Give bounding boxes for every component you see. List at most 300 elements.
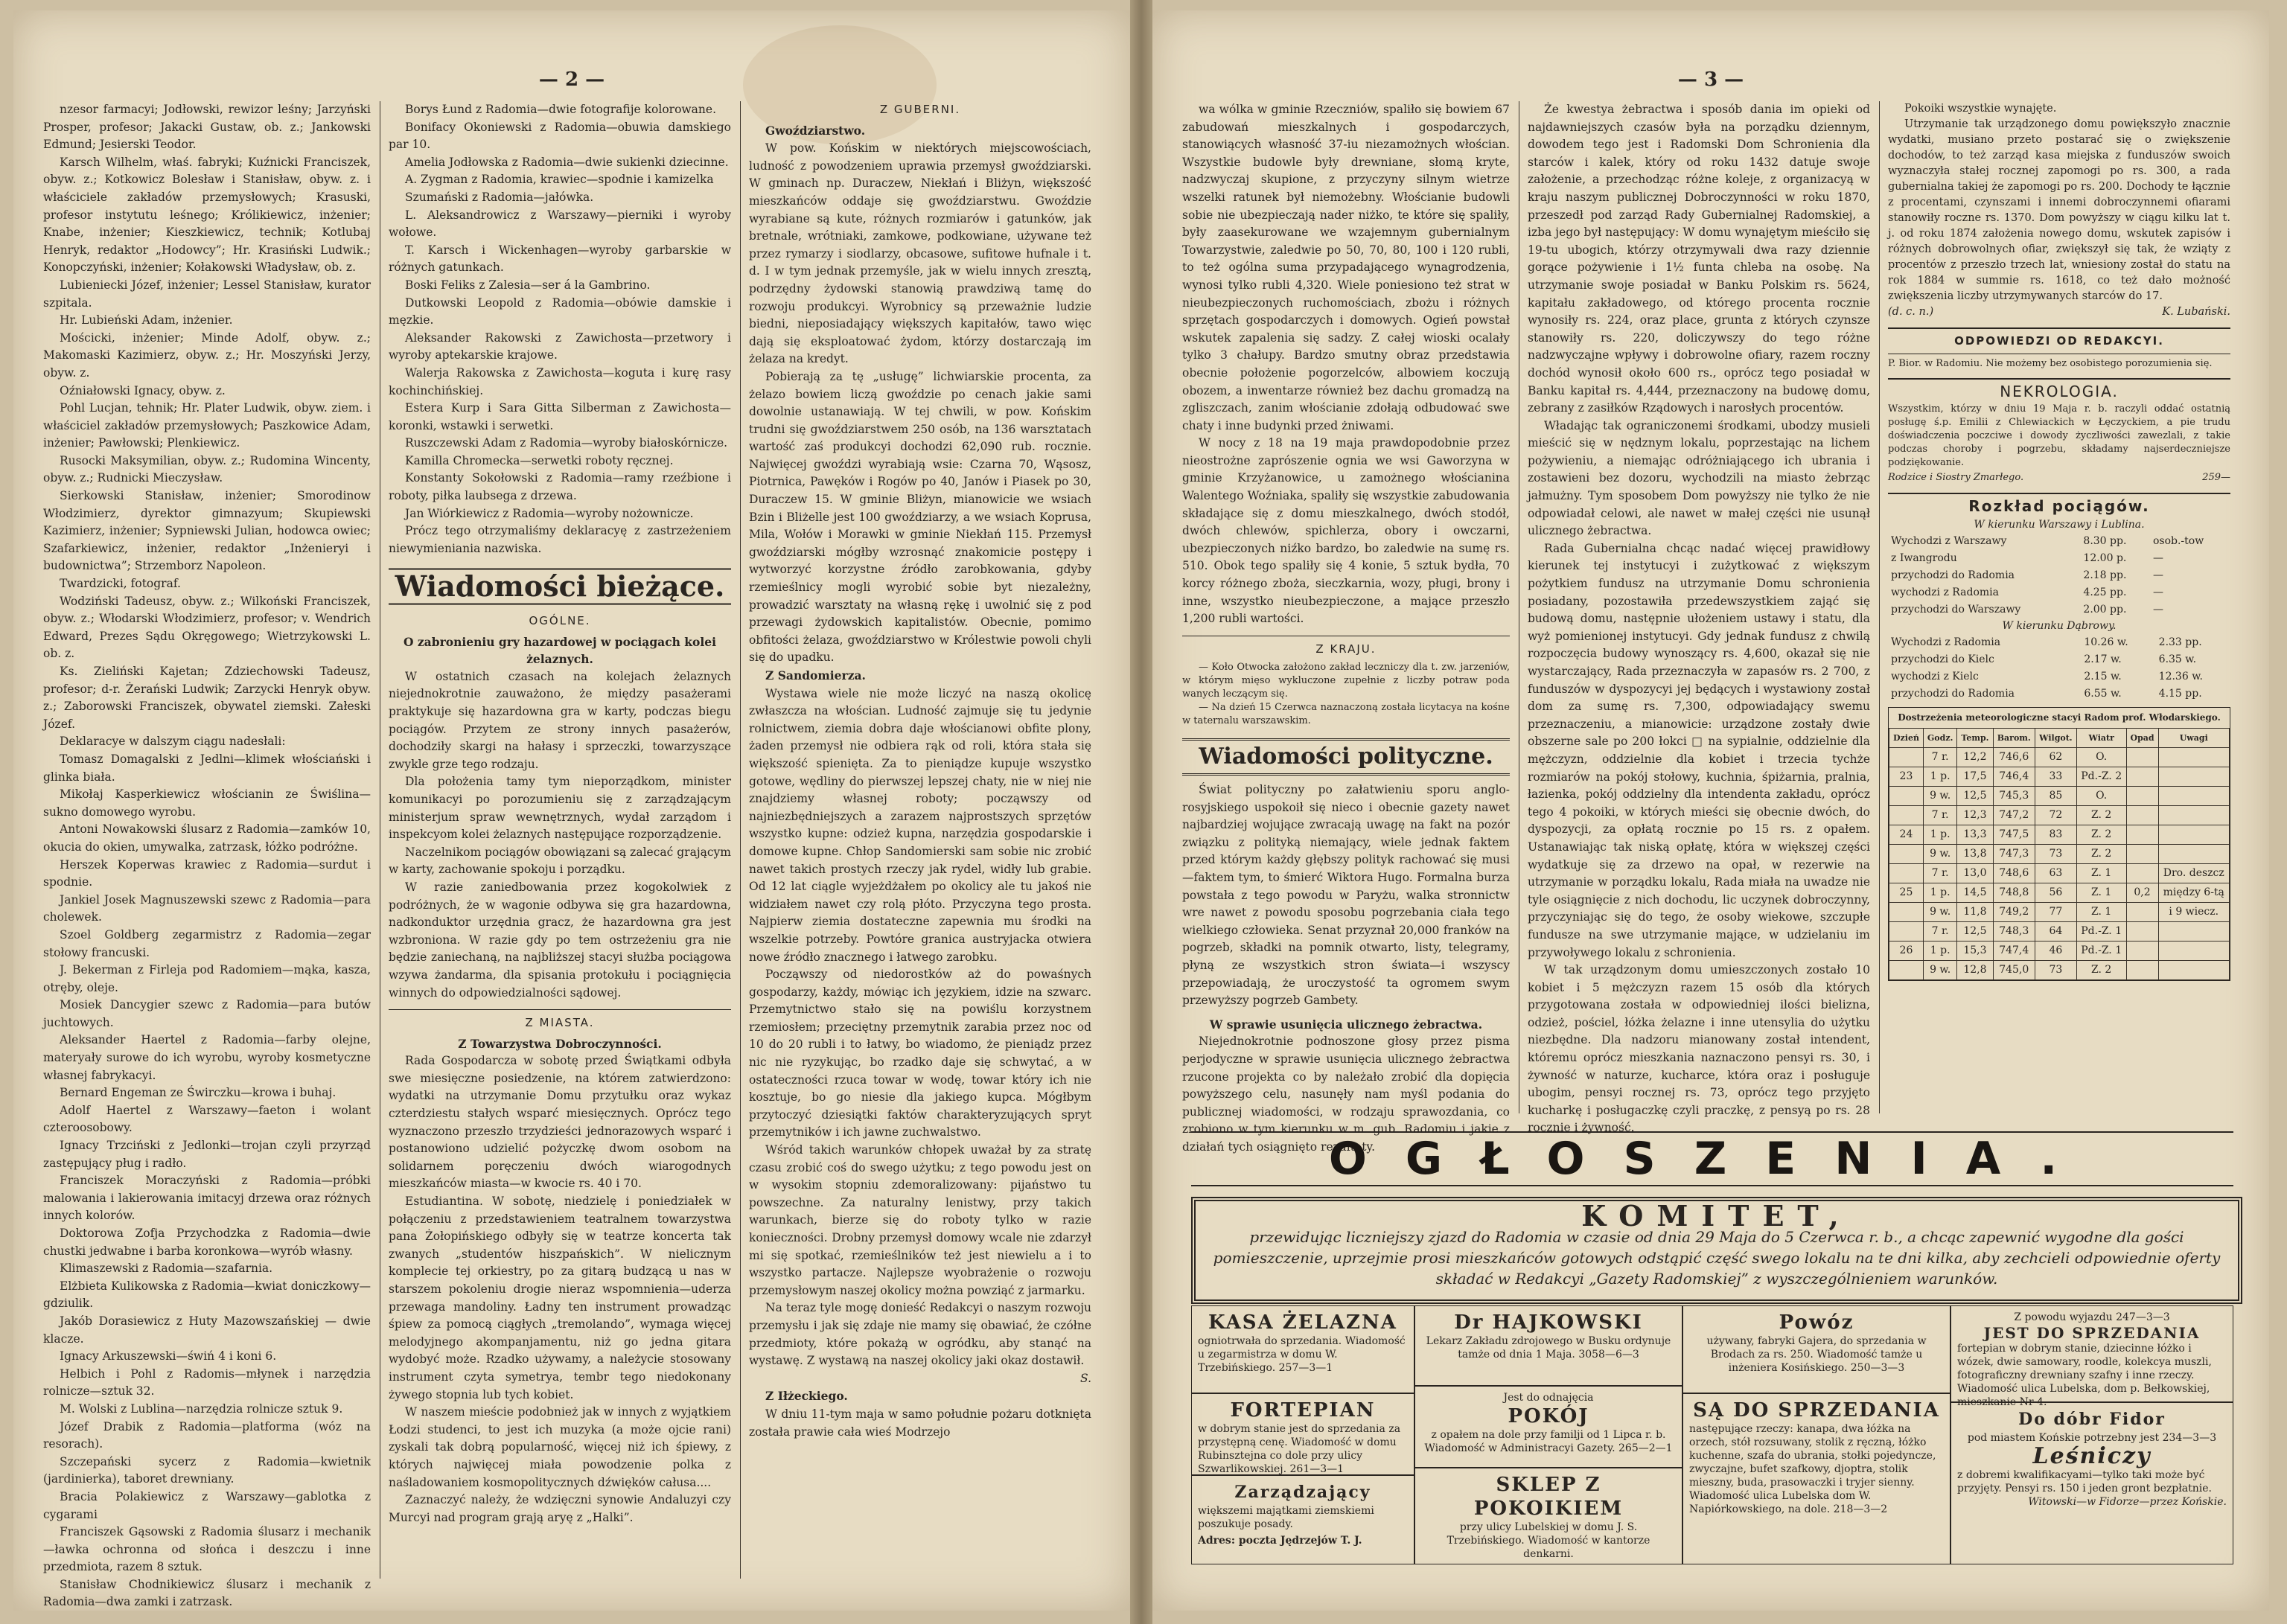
section-subheading-z-guberni: Z GUBERNI. <box>879 103 961 116</box>
table-cell <box>2126 961 2158 980</box>
paragraph: Twardzicki, fotograf. <box>60 577 181 591</box>
paragraph: Bernard Engeman ze Świrczku—krowa i buhaj. <box>60 1086 336 1100</box>
paragraph: Ruszczewski Adam z Radomia—wyroby białoskórnicze. <box>405 436 728 450</box>
paragraph: M. Wolski z Lublina—narzędzia rolnicze sztuk 9. <box>60 1401 343 1416</box>
paragraph: Lubieniecki Józef, inżenier; Lessel Stanisław, kurator szpitala. <box>43 278 371 310</box>
table-cell: 9 w. <box>1923 961 1956 980</box>
table-cell: 0,2 <box>2126 883 2158 903</box>
table-cell: 77 <box>2035 903 2076 922</box>
timetable-row <box>1888 567 2230 584</box>
paragraph: Hr. Lubieński Adam, inżenier. <box>60 313 233 327</box>
paragraph: Wśród takich warunków chłopek uważał by za stratę czasu zrobić coś do swego użytku; z tego powodu jest on w wysokim stopniu zdemoralizowany: pijaństwo tu powszechne. Za naturalny lenistwy, przy takich warunkach, bierze się do roboty tylko w razie konieczności. Drobny przemysł domowy wcale nie zdarzył mi się spotkać, rzemieślników też jest niewielu a i to wszystko partacze. Najlepsze wyobrażenie o rozwoju przemysłowym naszej okolicy można powziąć z jarmarku. <box>749 1143 1091 1297</box>
column-rule <box>1879 101 1880 1113</box>
paragraph: Adolf Haertel z Warszawy—faeton i wolant czteroosobowy. <box>43 1103 371 1135</box>
paragraph: Tomasz Domagalski z Jedlni—klimek włościański i glinka biała. <box>43 752 371 784</box>
table-cell: 746,6 <box>1993 748 2035 767</box>
table-cell <box>2126 767 2158 787</box>
meteo-row <box>1889 767 2230 787</box>
table-cell: 4.25 pp. <box>2083 586 2127 598</box>
table-cell: osob.-tow <box>2152 535 2204 547</box>
paragraph: W naszem mieście podobnież jak w innych z wyjątkiem Łodzi studenci, to jest ich muzyka (a może ojcie rani) zyskali tak dobrą popularność, więcej niż ich śpiewy, z których najwięcej miała powodzenie polka z naśladowaniem kosmopolitycznych dźwięków całusa.... <box>389 1405 731 1489</box>
paragraph: Karsch Wilhelm, właś. fabryki; Kuźnicki Franciszek, obyw. z.; Kotkowicz Bolesław i Stanisław, obyw. z. i właściciele zakładów przemysłowych; Krasuski, profesor instytutu leśnego; Królikiewicz, inżenier; Knabe, inżenier; Kieszkiewicz, technik; Kotlubaj Henryk, redaktor „Hodowcy”; Hr. Krasiński Ludwik.; Konopczyński, inżenier; Kołakowski Władysław, ob. z. <box>43 155 371 275</box>
paragraph: W dniu 11-tym maja w samo południe pożaru dotknięta została prawie cała wieś Modrzejo <box>749 1407 1091 1439</box>
paragraph: Bracia Polakiewicz z Warszawy—gablotka z cygarami <box>43 1489 371 1521</box>
meteo-heading: Dostrzeżenia meteorologiczne stacyi Radom prof. Włodarskiego. <box>1898 712 2221 723</box>
ad-powoz-text: używany, fabryki Gajera, do sprzedania w Brodach za rs. 250. Wiadomość tamże u inżeniera Kosińskiego. 250—3—3 <box>1706 1335 1927 1374</box>
column-rule <box>740 101 741 1579</box>
paragraph: J. Bekerman z Firleja pod Radomiem—mąka, kasza, otręby, oleje. <box>43 963 371 994</box>
table-cell: 7 r. <box>1923 748 1956 767</box>
table-cell: 7 r. <box>1923 864 1956 883</box>
paragraph: Szumański z Radomia—jałówka. <box>405 190 594 204</box>
table-cell: Z. 2 <box>2076 961 2126 980</box>
table-cell: 748,3 <box>1993 922 2035 942</box>
table-cell: 17,5 <box>1957 767 1993 787</box>
table-cell: O. <box>2076 787 2126 806</box>
table-cell: Z. 2 <box>2076 806 2126 825</box>
table-cell: 12,3 <box>1957 806 1993 825</box>
paragraph: Naczelnikom pociągów obowiązani są zalecać grającym w karty, zachowanie spokoju i porządku. <box>389 845 731 877</box>
ad-zarzadzajacy-address: Adres: poczta Jędrzejów T. J. <box>1198 1535 1362 1547</box>
meteo-header-cell: Wiatr <box>2076 729 2126 748</box>
paragraph: W razie zaniedbowania przez kogokolwiek z podróżnych, że w wagonie odbywa się gra hazardowna, nadkonduktor urzędnia gracz, że hazardowna gra jest wzbroniona. W razie gdy po tem ostrzeżeniu gra nie będzie zaniechaną, na najbliższej stacyi służba pociągowa wzywa żandarma, dla spisania protokułu i pociągnięcia winnych do odpowiedzialności sądowej. <box>389 880 731 1000</box>
paragraph: Amelia Jodłowska z Radomia—dwie sukienki dziecinne. <box>405 155 729 169</box>
continuation-mark: (d. c. n.) <box>1888 306 1934 318</box>
table-cell: 12,2 <box>1957 748 1993 767</box>
table-cell: 1 p. <box>1923 825 1956 845</box>
column-3 <box>1888 101 2230 1113</box>
ad-fidor-head: Do dóbr Fidor <box>2018 1410 2166 1429</box>
timetable-row <box>1888 685 2230 703</box>
paragraph: Wodziński Tadeusz, obyw. z.; Wilkoński Franciszek, obyw. z.; Włodarski Włodzimierz, profesor; v. Wendrich Edward, Prezes Sądu Okręgowego; Wietrzykowski L. ob. z. <box>43 594 371 661</box>
table-cell: — <box>2152 586 2163 598</box>
table-cell: wychodzi z Kielc <box>1891 671 1979 682</box>
paragraph: Mikołaj Kasperkiewicz włościanin ze Świślina—sukno domowego wyrobu. <box>43 787 371 819</box>
table-cell: 12.00 p. <box>2083 552 2127 564</box>
table-cell: 73 <box>2035 961 2076 980</box>
timetable-row <box>1888 550 2230 567</box>
table-cell <box>2158 787 2230 806</box>
paragraph: Elżbieta Kulikowska z Radomia—kwiat doniczkowy—gdziulik. <box>43 1279 371 1311</box>
table-cell: przychodzi do Radomia <box>1891 688 2015 700</box>
table-cell: przychodzi do Kielc <box>1891 653 1994 665</box>
nekrologia-text: Wszystkim, którzy w dniu 19 Maja r. b. raczyli oddać ostatnią posługę ś.p. Emilii z Chlewiackich w Łęczyckiem, a pie trudu doświadczenia poczciwe i dowody życzliwości zawezlali, z takie podczas choroby i pogrzebu, składamy najserdeczniejsze podziękowanie. <box>1888 403 2230 468</box>
table-cell: 2.00 pp. <box>2083 604 2127 616</box>
table-cell <box>2126 845 2158 864</box>
section-heading-redakcja: ODPOWIEDZI OD REDAKCYI. <box>1888 327 2230 354</box>
paragraph: Estera Kurp i Sara Gitta Silberman z Zawichosta—koronki, wstawki i serwetki. <box>389 401 731 432</box>
table-cell: Z. 1 <box>2076 864 2126 883</box>
paragraph: Zaznaczyć należy, że wdzięczni synowie Andaluzyi czy Murcyi nad program grają aryę z „Halki”. <box>389 1493 731 1524</box>
meteo-header-cell: Opad <box>2126 729 2158 748</box>
section-heading-pociagi: Rozkład pociągów. <box>1888 493 2230 514</box>
paragraph: Niejednokrotnie podnoszone głosy przez pisma perjodyczne w sprawie usunięcia ulicznego żebractwa rzucone projekta co by należało zrobić dla dopięcia powyższego celu, nasunęły nam myśl podania do publicznej wiadomości, w rodzaju sprawozdania, co zrobiono w tym kierunku w m. gub. Radomiu i jakie z działań tych osiągnięto rezultaty. <box>1182 1035 1510 1154</box>
table-cell: 14,5 <box>1957 883 1993 903</box>
paragraph: Franciszek Gąsowski z Radomia ślusarz i mechanik—ławka ochronna od słońca i deszczu i inne przedmiota, razem 8 sztuk. <box>43 1525 371 1574</box>
section-subheading-z-kraju: Z KRAJU. <box>1182 636 1510 659</box>
table-cell: 1 p. <box>1923 883 1956 903</box>
table-cell <box>2158 806 2230 825</box>
paragraph: Władając tak ograniczonemi środkami, ubodzy musieli mieścić się w nędznym lokalu, poprzestając na lichem pożywieniu, a niemając odróżniającego ich ubrania i zostawieni bez dozoru, wychodzili na miasto żebrząc jałmużny. Tym sposobem Dom powyższy nie tylko że nie odpowiadał celowi, ale nawet w małej części nie usunął ulicznego żebractwa. <box>1528 418 1870 538</box>
paragraph: Aleksander Rakowski z Zawichosta—przetwory i wyroby aptekarskie krajowe. <box>389 330 731 362</box>
article-title-ilza: Z Iłżeckiego. <box>765 1389 848 1404</box>
table-cell <box>1889 748 1924 767</box>
ad-kasa <box>1191 1305 1414 1393</box>
paragraph: L. Aleksandrowicz z Warszawy—pierniki i wyroby wołowe. <box>389 208 731 240</box>
meteo-row <box>1889 748 2230 767</box>
ad-powoz-title: Powóz <box>1779 1311 1854 1334</box>
ad-sklep-text: przy ulicy Lubelskiej w domu J. S. Trzebińskiego. Wiadomość w kantorze denkarni. <box>1446 1521 1650 1560</box>
table-cell: 56 <box>2035 883 2076 903</box>
paragraph: Świat polityczny po załatwieniu sporu anglo-rosyjskiego uspokoił się nieco i obecnie gazety nawet najbardziej wojujące zwracają uwagę na fakt na pozór związku z polityką niemający, wiele jednak faktem przed którym każdy głębszy polityk rachować się musi—faktem tym, to śmierć Wiktora Hugo. Formalna burza powstała z tego powodu w Paryżu, walka stronnictw wre nawet z powodu sposobu pogrzebania ciała tego wielkiego człowieka. Senat przyznał 20,000 franków na pogrzeb, składki na pomnik otwarto, listy, telegramy, płyną ze wszystkich stron świata—i wszyscy przepowiadają, że uroczystość ta ogromem swym przewyższy pogrzeb Gambety. <box>1182 783 1510 1008</box>
table-cell: 6.55 w. <box>2084 688 2122 700</box>
table-cell: 9 w. <box>1923 787 1956 806</box>
table-cell: 12,5 <box>1957 922 1993 942</box>
paragraph: Estudiantina. W sobotę, niedzielę i poniedziałek w połączeniu z przedstawieniem teatralnem towarzystwa pana Żołopińskiego odbyły się w teatrze koncerta tak zwanych „studentów hiszpańskich”. W nielicznym komplecie tej orkiestry, po za gitarą budzącą u nas w starszem pokoleniu drogie nieraz wspomnienia—uderza przewaga mandoliny. Ładny ten instrument prowadząc śpiew za pomocą ciągłych „tremolando”, wymaga więcej melodyjnego akompanjamentu, niż go jedna gitara wydobyć może. Rzadko używamy, a należycie stosowany instrument czyta symetrya, tembr tego niedokonany żywego stopnia lub tych kobiet. <box>389 1195 731 1401</box>
ad-zarzadzajacy-text: większemi majątkami ziemskiemi poszukuje posady. <box>1198 1505 1374 1530</box>
timetable-row <box>1888 584 2230 601</box>
paragraph: Helbich i Pohl z Radomis—młynek i narzędzia rolnicze—sztuk 32. <box>43 1366 371 1398</box>
komitet-text: przewidując liczniejszy zjazd do Radomia w czasie od dnia 29 Maja do 5 Czerwca r. b., a chcąc zapewnić wygodne dla gości pomieszczenie, uprzejmie prosi mieszkańców gotowych odstąpić część swego lokalu na te dni kilka, aby zechcieli odpowiednie oferty składać w Redakcyi „Gazety Radomskiej” z wyszczególnieniem warunków. <box>1213 1228 2221 1288</box>
ad-fortepian-title: FORTEPIAN <box>1230 1399 1376 1422</box>
column-2 <box>389 101 731 1582</box>
table-cell: 747,3 <box>1993 845 2035 864</box>
table-cell: 12,8 <box>1957 961 1993 980</box>
timetable-direction-1: W kierunku Warszawy i Lublina. <box>1974 519 2145 531</box>
page-gutter <box>1130 0 1152 1624</box>
table-cell: O. <box>2076 748 2126 767</box>
table-cell: 46 <box>2035 942 2076 961</box>
table-cell: 9 w. <box>1923 903 1956 922</box>
ad-zarzadzajacy-title: Zarządzający <box>1234 1483 1371 1502</box>
nekrologia-signature: Rodzice i Siostry Zmarłego. <box>1888 472 2024 483</box>
table-cell <box>2126 806 2158 825</box>
table-cell: 13,8 <box>1957 845 1993 864</box>
meteo-row <box>1889 942 2230 961</box>
meteo-header-row <box>1889 729 2230 748</box>
paragraph: T. Karsch i Wickenhagen—wyroby garbarskie w różnych gatunkach. <box>389 243 731 275</box>
table-cell: 7 r. <box>1923 806 1956 825</box>
paragraph: Że kwestya żebractwa i sposób dania im opieki od najdawniejszych czasów była na porządku dziennym, dowodem tego jest i Radomski Dom Schronienia dla starców i kalek, który od roku 1432 datuje swoje założenie, a przechodząc różne koleje, z organizacyą w kraju naszym publicznej Dobroczynności w roku 1870, przeszedł pod zarząd Rady Gubernialnej Radomskiej, a izba jego był następujący: W domu wynajętym mieściło się 19-tu ubogich, którzy otrzymywali dwa razy dziennie gorące pożywienie i 1½ funta chleba na osobę. Na utrzymanie swoje posiadał w Banku Polskim rs. 5624, kapitału zakładowego, od którego procenta rocznie wynosiły rs. 224, oraz place, grunta z których czynsze stanowiły rs. 220, doliczywszy do tego różne nadzwyczajne wpływy i dobrowolne ofiary, razem roczny dochód wynosił około 600 rs., oprócz tego posiadał w Banku kapitał rs. 4,444, przeznaczony na budowę domu, zebrany z zasiłków Rządowych i narosłych procentów. <box>1528 103 1870 415</box>
ad-sprzedania <box>1682 1393 1951 1564</box>
table-cell <box>2158 845 2230 864</box>
paragraph: Ignacy Trzciński z Jedlonki—trojan czyli przyrząd zastępujący pług i radło. <box>43 1139 371 1170</box>
meteo-header-cell: Temp. <box>1957 729 1993 748</box>
table-cell: 26 <box>1889 942 1924 961</box>
ad-sklep <box>1414 1468 1682 1564</box>
table-cell <box>2158 748 2230 767</box>
table-cell <box>1889 845 1924 864</box>
page-number: — 3 — <box>1677 68 1744 91</box>
page-2 <box>13 10 1130 1611</box>
paragraph: A. Zygman z Radomia, krawiec—spodnie i kamizelka <box>405 173 714 187</box>
table-cell <box>1889 922 1924 942</box>
meteo-row <box>1889 961 2230 980</box>
table-cell <box>2126 922 2158 942</box>
paragraph: Ks. Zieliński Kajetan; Zdziechowski Tadeusz, profesor; d-r. Żerański Ludwik; Zarzycki Henryk obyw. z.; Zaborowski Franciszek, obywatel ziemski. Załeski Józef. <box>43 665 371 731</box>
table-cell <box>1889 961 1924 980</box>
table-cell: przychodzi do Radomia <box>1891 569 2015 581</box>
ad-jest-head: Z powodu wyjazdu 247—3—3 <box>2014 1311 2170 1323</box>
timetable-row <box>1888 651 2230 668</box>
table-cell: 73 <box>2035 845 2076 864</box>
section-heading-nekrologia: NEKROLOGIA. <box>1888 378 2230 400</box>
table-cell: 11,8 <box>1957 903 1993 922</box>
ad-kasa-text: ogniotrwała do sprzedania. Wiadomość u zegarmistrza w domu W. Trzebińskiego. 257—3—1 <box>1198 1335 1406 1374</box>
table-cell <box>1889 903 1924 922</box>
paragraph: Ignacy Arkuszewski—świń 4 i koni 6. <box>60 1349 277 1364</box>
paragraph: Prócz tego otrzymaliśmy deklaracyę z zastrzeżeniem niewymieniania nazwiska. <box>389 524 731 555</box>
ad-pokoj-text: z opałem na dole przy familji od 1 Lipca r. b. Wiadomość w Administracyi Gazety. 265—2—1 <box>1424 1429 1673 1454</box>
ad-pokoj-title: POKÓJ <box>1508 1405 1589 1428</box>
paragraph: Bonifacy Okoniewski z Radomia—obuwia damskiego par 10. <box>389 120 731 152</box>
paragraph: Józef Drabik z Radomia—platforma (wóz na resorach). <box>43 1419 371 1451</box>
meteo-table <box>1889 728 2230 980</box>
paragraph: W ostatnich czasach na kolejach żelaznych niejednokrotnie zauważono, że między pasażerami praktykuje się hazardowna gra w karty, podczas biegu pociągów. Przytem ze strony innych pasażerów, dochodziły skargi na hałasy i sprzeczki, towarzyszące zwykle grze tego rodzaju. <box>389 669 731 771</box>
nekrologia-code: 259— <box>2202 472 2230 483</box>
table-cell: 10.26 w. <box>2084 636 2128 648</box>
paragraph: Dutkowski Leopold z Radomia—obówie damskie i męzkie. <box>389 295 731 327</box>
table-cell: — <box>2152 552 2163 564</box>
paragraph: nzesor farmacyi; Jodłowski, rewizor leśny; Jarzyński Prosper, profesor; Jakacki Gustaw, ob. z.; Jankowski Edmund; Jesierski Teodor. <box>43 103 371 152</box>
table-cell <box>2126 903 2158 922</box>
paragraph: Szczepański sycerz z Radomia—kwietnik (jardinierka), taboret drewniany. <box>43 1454 371 1486</box>
paragraph: Dla położenia tamy tym nieporządkom, minister komunikacyi po porozumieniu się z zarządzającym ministerjum spraw wewnętrznych, wydał zarządom i inspekcyom kolei żelaznych następujące rozporządzenie. <box>389 775 731 842</box>
table-cell <box>2126 748 2158 767</box>
page-number: — 2 — <box>538 68 605 91</box>
table-cell: 745,3 <box>1993 787 2035 806</box>
table-cell: 15,3 <box>1957 942 1993 961</box>
ad-pokoj <box>1414 1386 1682 1468</box>
ad-fidor-text: pod miastem Końskie potrzebny jest 234—3—3 <box>1967 1432 2217 1444</box>
table-cell <box>1889 787 1924 806</box>
paragraph: Oźniałowski Ignacy, obyw. z. <box>60 383 226 397</box>
paragraph: — Koło Otwocka założono zakład leczniczy dla t. zw. jarzeniów, w którym mięso wykluczone zupełnie z liczby potraw poda wanych leczącym się. <box>1182 662 1510 700</box>
table-cell: 12,5 <box>1957 787 1993 806</box>
column-2 <box>1528 101 1870 1135</box>
ad-sprzedania-text: następujące rzeczy: kanapa, dwa łóżka na orzech, stół rozsuwany, stolik z ręczną, łóżko kuchenne, szafa do ubrania, stołki pojedyncze, zwyczajne, bufet szafkowy, djoptra, stolik mieszny, buda, prasowaczki i tryjer sienny. Wiadomość ulica Lubelska dom W. Napiórkowskiego, na dole. 218—3—2 <box>1689 1423 1936 1515</box>
table-cell: 13,0 <box>1957 864 1993 883</box>
ad-sklep-title: SKLEP Z POKOIKIEM <box>1473 1474 1624 1520</box>
ad-fortepian-text: w dobrym stanie jest do sprzedania za przystępną cenę. Wiadomość w domu Rubinsztejna co dole przy ulicy Szwarlikowskiej. 261—3—1 <box>1198 1423 1401 1475</box>
timetable-dabrowa <box>1888 634 2230 703</box>
ad-lesniczy-text: z dobremi kwalifikacyami—tylko taki może być przyjęty. Pensyi rs. 150 i jeden gront bezpłatnie. <box>1957 1469 2212 1494</box>
table-cell: Z. 1 <box>2076 883 2126 903</box>
table-cell: 85 <box>2035 787 2076 806</box>
table-cell: 747,2 <box>1993 806 2035 825</box>
article-title-hazard: O zabronieniu gry hazardowej w pociągach kolei żelaznych. <box>403 634 717 667</box>
meteo-row <box>1889 825 2230 845</box>
table-cell: 746,4 <box>1993 767 2035 787</box>
meteo-row <box>1889 806 2230 825</box>
table-cell <box>2126 864 2158 883</box>
paragraph: Boski Feliks z Zalesia—ser á la Gambrino. <box>405 278 651 292</box>
table-cell <box>2158 942 2230 961</box>
ads-heading: OGŁOSZENIA. <box>1191 1131 2233 1186</box>
table-cell: Wychodzi z Warszawy <box>1891 535 2007 547</box>
table-cell: 747,4 <box>1993 942 2035 961</box>
meteo-header-cell: Wilgot. <box>2035 729 2076 748</box>
paragraph: wa wólka w gminie Rzeczniów, spaliło się bowiem 67 zabudowań mieszkalnych i gospodarczych, stanowiących własność 37-iu niezamożnych włościan. Wszystkie budowle były drewniane, słomą kryte, nadzwyczaj skupione, z przyczyny silnym wietrze wszelki ratunek był niemożebny. Włościanie budowli sobie nie ubezpieczają nader niżko, te które się spaliły, były zaasekurowane we wzajemnym gubernialnym Towarzystwie, zaledwie po 50, 70, 80, 100 i 120 rubli, to też ogólna suma przypadającego wynagrodzenia, wynosi tylko rubli 4,320. Wiele poniesiono też strat w nieubezpieczonych ruchomościach, zbożu i różnych sprzętach gospodarczych i domowych. Ogień powstał wskutek zapalenia się sadzy. Z całej wioski ocalały tylko 3 chałupy. Bardzo smutny obraz przedstawia obecnie położenie pogorzelców, albowiem koczują obozem, a inwentarze również bez dachu gromadzą na zgliszczach, zanim włościanie zdołają odbudować swe chaty i inne budynki przed żniwami. <box>1182 103 1510 432</box>
table-cell <box>1889 806 1924 825</box>
meteo-row <box>1889 903 2230 922</box>
meteo-header-cell: Godz. <box>1923 729 1956 748</box>
table-cell: 25 <box>1889 883 1924 903</box>
table-cell: między 6-tą <box>2158 883 2230 903</box>
table-cell <box>2126 825 2158 845</box>
paragraph: Franciszek Moraczyński z Radomia—próbki malowania i lakierowania imitacyj drzewa oraz różnych innych kolorów. <box>43 1174 371 1223</box>
table-cell: 1 p. <box>1923 942 1956 961</box>
article-title-sandomierz: Z Sandomierza. <box>765 668 866 682</box>
table-cell: Wychodzi z Radomia <box>1891 636 2001 648</box>
table-cell: 8.30 pp. <box>2083 535 2127 547</box>
ad-hajkowski-text: Lekarz Zakładu zdrojowego w Busku ordynuje tamże od dnia 1 Maja. 3058—6—3 <box>1426 1335 1671 1361</box>
paragraph: Mościcki, inżenier; Minde Adolf, obyw. z.; Makomaski Kazimierz, obyw. z.; Hr. Moszyński Jerzy, obyw. z. <box>43 330 371 380</box>
meteo-header-cell: Uwagi <box>2158 729 2230 748</box>
table-cell: 72 <box>2035 806 2076 825</box>
article-title-zebractwo: W sprawie usunięcia ulicznego żebractwa. <box>1209 1017 1483 1032</box>
paragraph: Konstanty Sokołowski z Radomia—ramy rzeźbione i roboty, piłka laubsega z drzewa. <box>389 471 731 503</box>
paragraph: Jan Wiórkiewicz z Radomia—wyroby nożownicze. <box>405 506 694 520</box>
paragraph: — Na dzień 15 Czerwca naznaczoną została licytacya na kośne w taternalu warszawskim. <box>1182 702 1510 727</box>
ad-fidor <box>1951 1402 2233 1564</box>
paragraph: Kamilla Chromecka—serwetki roboty ręcznej. <box>405 453 674 467</box>
paragraph: Walerja Rakowska z Zawichosta—koguta i kurę rasy kochinchińskiej. <box>389 365 731 397</box>
paragraph: W pow. Końskim w niektórych miejscowościach, ludność z powodzeniem uprawia przemysł gwoździarski. W gminach np. Duraczew, Niekłań i Bliżyn, większość mieszkańców oddaje się gwoździarstwu. Gwoździe wyrabiane są kute, różnych rozmiarów i gatunków, jak bretnale, wrótniaki, zamkowe, podkowiane, używane też przez rymarzy i siodlarzy, obcasowe, sufitowe hufnale i t. d. I w tym jednak przemyśle, jak w wielu innych zresztą, podrzędny żydowski stanowią prawdziwą tamę do rozwoju produkcyi. Wyrobnicy są przeważnie ludzie biedni, nieposiadający większych kapitałów, tawo więc dają się eksploatować żydom, którzy dostarczają im żelaza na kredyt. <box>749 141 1091 366</box>
column-1 <box>1182 101 1510 1154</box>
table-cell: przychodzi do Warszawy <box>1891 604 2021 616</box>
table-cell: 83 <box>2035 825 2076 845</box>
timetable-direction-2: W kierunku Dąbrowy. <box>2002 620 2117 632</box>
table-cell: 24 <box>1889 825 1924 845</box>
table-cell: 7 r. <box>1923 922 1956 942</box>
table-cell: Pd.-Z. 1 <box>2076 942 2126 961</box>
table-cell: Pd.-Z. 2 <box>2076 767 2126 787</box>
section-heading-biezace: Wiadomości bieżące. <box>389 568 731 605</box>
article-signature: S. <box>1080 1371 1091 1385</box>
table-cell: Z. 2 <box>2076 845 2126 864</box>
article-title-gwozdziarstwo: Gwoździarstwo. <box>765 123 866 138</box>
column-3 <box>749 101 1091 1582</box>
ad-jest-text: fortepian w dobrym stanie, dziecinne łóżko i wózek, dwie samowary, roodle, kolekcya muszli, fotograficzny drewniany szafny i inne rzeczy. Wiadomość ulica Lubelska, dom p. Bełkowskiej, mieszkanie Nr 4. <box>1957 1343 2212 1408</box>
ad-jest-do-sprzedania <box>1951 1305 2233 1408</box>
paragraph: Wystawa wiele nie może liczyć na naszą okolicę zwłaszcza na włościan. Ludność zajmuje się tu jedynie rolnictwem, ziemia dobra daje włościanowi obfite plony, żaden przemysł nie odbiera rąk od roli, która stała się większość spienięta. Za to pieniądze kupuje wszystko gotowe, wędliny do pierwszej lepszej chaty, nie w niej nie znajdziemy własnej roboty; począwszy od najniezbędniejszych a zarazem najprostszych sprzętów wszystko kupne: odzież kupna, narzędzia gospodarskie i domowe kupne. Chłop Sandomierski sam sobie nic zrobić nawet takich prostych rzeczy jak rydel, widły lub grabie. Od 12 lat ciągle wyjeżdżałem po okolicy ale tu jakoś nie widziałem nawet czy rolą płóto. Przyczyna tego prosta. Najpierw ziemia dostateczne zapewnia mu środki na wszelkie potrzeby. Powtóre granica austryjacka otwiera nowe źródło znacznego i łatwego zarobku. <box>749 686 1091 964</box>
table-cell: 23 <box>1889 767 1924 787</box>
ad-fortepian <box>1191 1393 1414 1475</box>
table-cell: z Iwangrodu <box>1891 552 1957 564</box>
ad-powoz <box>1682 1305 1951 1393</box>
meteo-row <box>1889 787 2230 806</box>
ad-hajkowski <box>1414 1305 1682 1386</box>
paragraph: Pokoiki wszystkie wynajęte. <box>1904 103 2057 115</box>
paragraph: Począwszy od niedorostków aż do powaśnych gospodarzy, każdy, mówiąc ich językiem, idzie na szwarc. Przemytnictwo stało się na powiślu korzystnem rzemiosłem; przeciętny przemytnik zarabia przez noc od 10 do 20 rubli i to łatwy, bo wiadomo, że pieniądz przez nic nie ryzykując, bo rzadko daje się schwytać, a w ostateczności rzuca towar w wodę, towar który ich nie kosztuje, bo go niesie dla jakiego kupca. Mógłbym przytoczyć dziesiątki faktów charakteryzujących spryt przemytników i ich jawne zuchwalstwo. <box>749 968 1091 1139</box>
section-subheading-z-miasta: Z MIASTA. <box>389 1009 731 1032</box>
paragraph: Rada Gospodarcza w sobotę przed Świątkami odbyła swe miesięczne posiedzenie, na którem zatwierdzono: wydatki na utrzymanie Domu przytułku oraz wykaz czterdziestu stałych wsparć miesięcznych. Oprócz tego wyznaczono przeszło trzydzieści jednorazowych wsparć i postanowiono udzielić pożyczkę dwom osobom na solidarnem poręczeniu dwóch wiarogodnych mieszkańców miasta—w kwocie rs. 40 i 70. <box>389 1054 731 1191</box>
table-cell: 64 <box>2035 922 2076 942</box>
table-cell <box>2158 767 2230 787</box>
table-cell: 1 p. <box>1923 767 1956 787</box>
meteo-row <box>1889 883 2230 903</box>
paragraph: Jankiel Josek Magnuszewski szewc z Radomia—para cholewek. <box>43 892 371 924</box>
meteo-row <box>1889 864 2230 883</box>
table-cell <box>2126 787 2158 806</box>
meteo-header-cell: Barom. <box>1993 729 2035 748</box>
table-cell: 748,8 <box>1993 883 2035 903</box>
table-cell: — <box>2152 569 2163 581</box>
timetable-row <box>1888 601 2230 618</box>
meteo-row <box>1889 845 2230 864</box>
table-cell: Z. 1 <box>2076 903 2126 922</box>
paragraph: Aleksander Haertel z Radomia—farby olejne, materyały surowe do ich wyrobu, wyroby kosmetyczne własnej fabrykacyi. <box>43 1033 371 1082</box>
table-cell: 745,0 <box>1993 961 2035 980</box>
paragraph: Jakób Dorasiewicz z Huty Mazowszańskiej — dwie klacze. <box>43 1314 371 1346</box>
table-cell: — <box>2152 604 2163 616</box>
redakcja-answer: P. Bior. w Radomiu. Nie możemy bez osobistego porozumienia się. <box>1888 358 2213 369</box>
section-heading-polityczne: Wiadomości polityczne. <box>1182 738 1510 776</box>
table-cell: 2.15 w. <box>2084 671 2122 682</box>
table-cell: 63 <box>2035 864 2076 883</box>
ad-kasa-title: KASA ŻELAZNA <box>1208 1311 1397 1334</box>
table-cell: 2.18 pp. <box>2083 569 2127 581</box>
paragraph: Antoni Nowakowski ślusarz z Radomia—zamków 10, okucia do okien, umywalka, zatrzask, łóżko podróżne. <box>43 822 371 854</box>
paragraph: Szoel Goldberg zegarmistrz z Radomia—zegar stołowy francuski. <box>43 927 371 959</box>
paragraph: Pohl Lucjan, tehnik; Hr. Plater Ludwik, obyw. ziem. i właściciel zakładów przemysłowych; Paszkowice Adam, inżenier; Pawłowski; Plenkiewicz. <box>43 401 371 450</box>
table-cell: Z. 2 <box>2076 825 2126 845</box>
paragraph: Na teraz tyle mogę donieść Redakcyi o naszym rozwoju przemysłu i jak się zdaje nie mamy się obawiać, że czółne przedmioty, które pokażą w ogródku, aby stanąć na wystawę. Z wystawą na naszej okolicy jaki okaz dostawił. <box>749 1301 1091 1368</box>
ad-sprzedania-title: SĄ DO SPRZEDANIA <box>1693 1399 1940 1422</box>
paragraph: Rada Gubernialna chcąc nadać więcej prawidłowy kierunek tej instytucyi i zużytkować z większym pożytkiem fundusz na utrzymanie Domu schronienia posiadany, pozostawiła przedewszystkiem zająć się budową domu, następnie ułożeniem ustawy i statu, dla wyż pomienionej instytucyi. Gdy jednak fundusz z chwilą rozpoczęcia budowy wynoszący rs. 4,600, okazał się nie wystarczający, Rada przeznaczyła w zapasów rs. 2 700, z funduszów w dyspozycyi jej będących i wystawiony został dom za sumę rs. 7,300, odpowiadający swemu przeznaczeniu, a mianowicie: urządzone zostały dwie obszerne sale po 200 łokci □ na sypialnie, oddzielnie dla mężczyzn, oddzielnie dla kobiet i trzecia tychże rozmiarów na pokój stołowy, kuchnia, śpiżarnia, pralnia, łazienka, pokój oddzielny dla intendenta zakładu, oprócz tego 4 pokoiki, w których mieści się obecnie dwóch, do dyspozycji, za opłatą rocznie po 15 rs. z opałem. Ustanawiając tak niską opłatę, która w większej części wydatkuje się za drzewo na opał, w rezerwie na utrzymanie w porządku lokalu, Rada miała na uwadze nie tyle osiągnięcie z nich dochodu, lic uczynek dobroczynny, przyczyniając się do tego, że osoby wiekowe, szczupłe fundusze na swe utrzymanie mające, w udzielaniu im przywoływego lokalu z schronienia. <box>1528 541 1870 959</box>
table-cell: 749,2 <box>1993 903 2035 922</box>
ad-zarzadzajacy <box>1191 1475 1414 1564</box>
table-cell: 13,3 <box>1957 825 1993 845</box>
section-subheading-ogolne: OGÓLNE. <box>529 614 591 628</box>
table-cell: 33 <box>2035 767 2076 787</box>
paragraph: Stanisław Chodnikiewicz ślusarz i mechanik z Radomia—dwa zamki i zatrzask. <box>43 1577 371 1609</box>
paragraph: W nocy z 18 na 19 maja prawdopodobnie przez nieostrożne zaprószenie ognia we wsi Gaworzyna w gminie Krzyżanowice, u zamożnego włościanina Walentego Woźniaka, spaliły się wszystkie zabudowania składające się z domu mieszkalnego, dwóch stodół, dwóch chlewów, spichlerza, obory i owczarni, ubezpieczonych niźko bardzo, bo zaledwie na sumę rs. 510. Obok tego spaliły się 4 konie, 5 sztuk bydła, 70 korcy różnego zboża, sieczkarnia, wozy, pługi, brony i inne, wszystko nieubezpieczone, a mające przeszło 1,200 rubli wartości. <box>1182 436 1510 626</box>
timetable-row <box>1888 634 2230 651</box>
ad-hajkowski-title: Dr HAJKOWSKI <box>1454 1311 1643 1334</box>
table-cell: 9 w. <box>1923 845 1956 864</box>
ad-jest-title: JEST DO SPRZEDANIA <box>1983 1324 2201 1342</box>
table-cell: 2.17 w. <box>2084 653 2122 665</box>
paragraph: Pobierają za tę „usługę” lichwiarskie procenta, za żelazo bowiem liczą gwoździe po cenach jakie sami dowolnie ustanawiają. W tej chwili, w pow. Końskim trudni się gwoździarstwem 250 osób, na 136 warsztatach wartość zaś produkcyi dochodzi 62,090 rub. rocznie. Najwięcej gwoździ wyrabiają wsie: Czarna 70, Wąsosz, Piotrnica, Pawęków i Rogów po 40, Janów i Piasek po 30, Duraczew 15. W gminie Bliżyn, mianowicie we wsiach Bzin i Bliżelle jest 100 gwoździarzy, a we wsiach Koprusa, Mila, Wołów i Morawki w gminie Niekłań 115. Przemysł gwoździarski mógłby wzrosnąć znakomicie postępy i wytworzyć korzystne źródło zarobkowania, gdyby rzemieślnicy mogli wyrobić sobie byt niezależny, prowadzić warsztaty na własną rękę i uwolnić się z pod przewagi żydowskich kapitalistów. Obecnie, pomimo obfitości żelaza, gwoździarstwo w Królestwie powoli chyli się do upadku. <box>749 369 1091 665</box>
table-cell: 2.33 pp. <box>2158 636 2202 648</box>
meteo-row <box>1889 922 2230 942</box>
table-cell: i 9 wiecz. <box>2158 903 2230 922</box>
komitet-title: KOMITET, <box>1581 1199 1852 1233</box>
table-cell <box>2158 825 2230 845</box>
paragraph: Klimaszewski z Radomia—szafarnia. <box>60 1262 273 1276</box>
table-cell: Dro. deszcz <box>2158 864 2230 883</box>
ad-pokoj-head: Jest do odnajęcia <box>1503 1392 1594 1404</box>
article-title-dobroczynnosc: Z Towarzystwa Dobroczynności. <box>458 1036 662 1051</box>
ad-lesniczy-title: Leśniczy <box>2032 1443 2152 1469</box>
timetable-row <box>1888 668 2230 685</box>
meteo-header-cell: Dzień <box>1889 729 1924 748</box>
article-signature: K. Lubański. <box>2162 306 2230 318</box>
timetable-row <box>1888 533 2230 550</box>
table-cell <box>1889 864 1924 883</box>
paragraph: Deklaracye w dalszym ciągu nadesłali: <box>60 735 286 749</box>
paragraph: Mosiek Dancygier szewc z Radomia—para butów juchtowych. <box>43 998 371 1029</box>
paragraph: W tak urządzonym domu umieszczonych zostało 10 kobiet i 5 mężczyzn razem 15 osób dla których przygotowana została w odpowiedniej ilości bielizna, odzież, pościel, łóżka żelazne i inne utensylia do użytku niezbędne. Dla nadzoru mianowany został intendent, któremu oprócz mieszkania naznaczono pensyi rs. 30, i żywność w naturze, kucharce, która oraz i posługuje ubogim, pensyi rocznej rs. 73, oprócz tego przyjęto kucharkę i posługaczkę czyli praczkę, z pensyą po rs. 28 rocznie i żywność. <box>1528 963 1870 1135</box>
paragraph: Herszek Koperwas krawiec z Radomia—surdut i spodnie. <box>43 857 371 889</box>
paragraph: Doktorowa Zofja Przychodzka z Radomia—dwie chustki jedwabne i barba koronkowa—wyrób własny. <box>43 1227 371 1258</box>
table-cell: 62 <box>2035 748 2076 767</box>
paragraph: Utrzymanie tak urządzonego domu powiększyło znacznie wydatki, musiano przeto postarać się o zwiększenie dochodów, to też zarząd kasa miejska z funduszów swoich wyznaczyła stałej rocznej zapomogi po rs. 300, a rada gubernialna takiej że zapomogi po rs. 200. Dochody te łącznie z procentami, czynszami i innemi dobroczynnemi ofiarami stanowiły roczne rs. 1370. Dom powyższy w ciągu kilku lat t. j. od roku 1874 założenia nowego domu, wskutek zapisów i różnych dobrowolnych ofiar, zwiększył się tak, że wziąty z procentów z przeszło trzech lat, wniesiony został do statu na rok 1884 w summie rs. 1618, co też dało możność zwiększenia liczby utrzymywanych starców do 17. <box>1888 118 2230 302</box>
table-cell <box>2158 961 2230 980</box>
page-3 <box>1152 10 2269 1611</box>
